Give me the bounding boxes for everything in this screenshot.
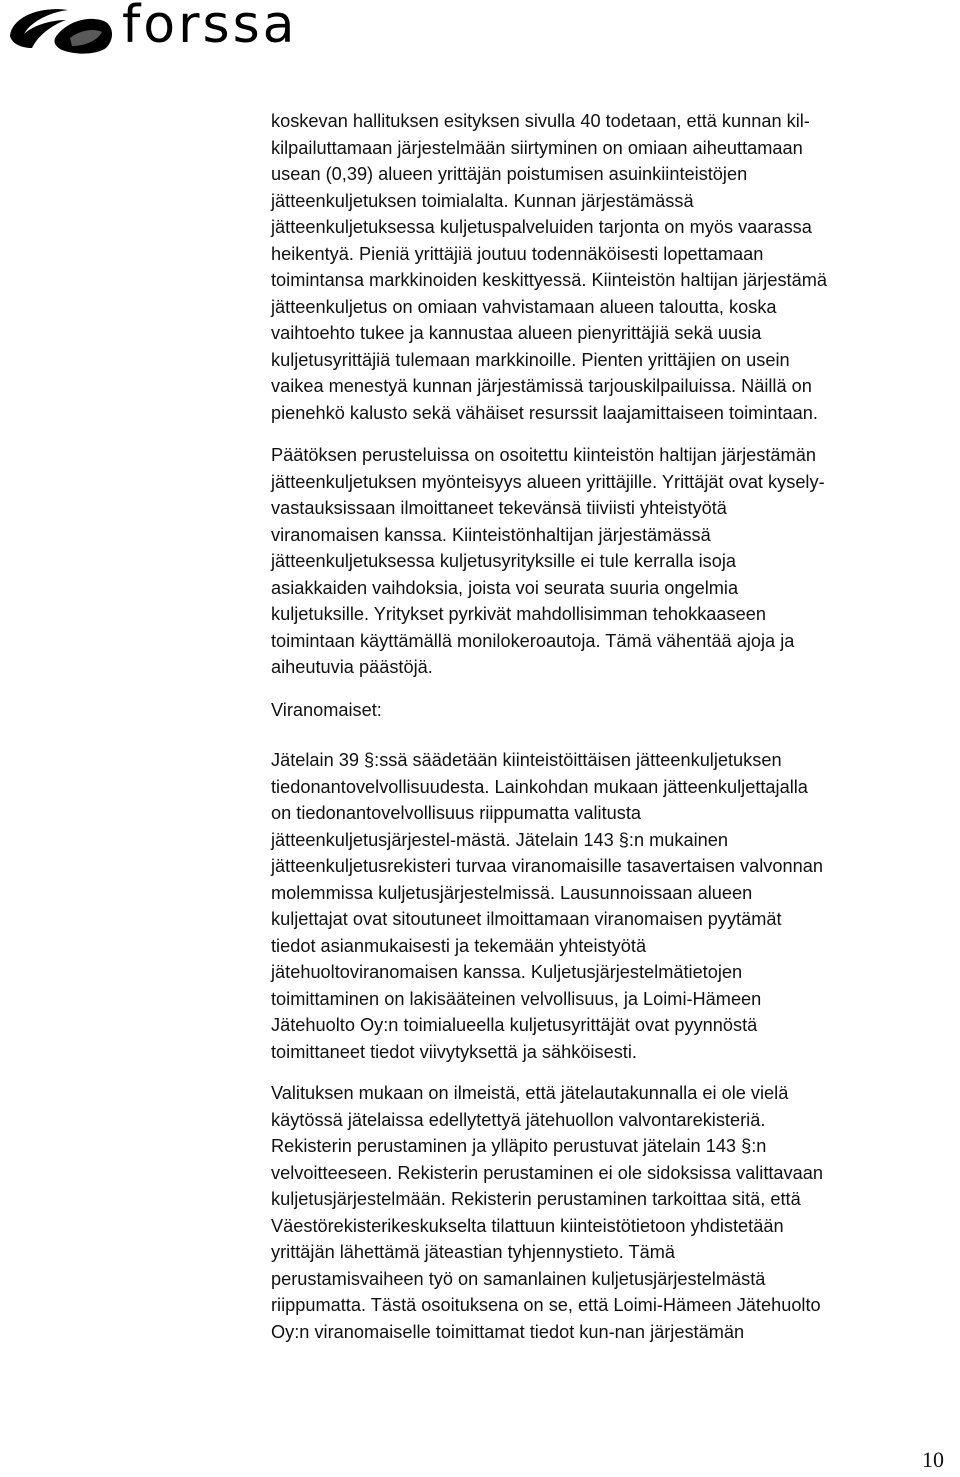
section-heading-authorities: Viranomaiset:	[271, 700, 382, 720]
paragraph-decision-grounds: Päätöksen perusteluissa on osoitettu kiinteistön haltijan järjestämän jätteenkuljetuksen myönteisyys alueen yrittäjille. Yrittäjät ovat kysely- vastauksissaan ilmoittaneet tekevänsä tiiviisti yhteistyötä viranomaisen kanssa. Kiinteistönhaltijan järjestämässä jätteenkuljetuksessa kuljetusyrityksille ei tule kerralla isoja asiakkaiden vaihdoksia, joista voi seurata suuria ongelmia kuljetuksille. Yritykset pyrkivät mahdollisimman tehokkaaseen toimintaan käyttämällä monilokeroautoja. Tämä vähentää ajoja ja aiheutuvia päästöjä.	[271, 445, 825, 677]
paragraph-waste-act: Jätelain 39 §:ssä säädetään kiinteistöittäisen jätteenkuljetuksen tiedonantovelvollisuudesta. Lainkohdan mukaan jätteenkuljettajalla on tiedonantovelvollisuus riippumatta valitusta jätteenkuljetusjärjestel-mästä. Jätelain 143 §:n mukainen jätteenkuljetusrekisteri turvaa viranomaisille tasavertaisen valvonnan molemmissa kuljetusjärjestelmissä. Lausunnoissaan alueen kuljettajat ovat sitoutuneet ilmoittamaan viranomaisen pyytämät tiedot asianmukaisesti ja tekemään yhteistyötä jätehuoltoviranomaisen kanssa. Kuljetusjärjestelmätietojen toimittaminen on lakisääteinen velvollisuus, ja Loimi-Hämeen Jätehuolto Oy:n toimialueella kuljetusyrittäjät ovat pyynnöstä toimittaneet tiedot viivytyksettä ja sähköisesti.	[271, 750, 823, 1062]
forssa-swirl-logo-icon	[2, 4, 120, 56]
forssa-logo	[2, 0, 298, 62]
paragraph-competition: koskevan hallituksen esityksen sivulla 40 todetaan, että kunnan kil- kilpailuttamaan järjestelmään siirtyminen on omiaan aiheuttamaan usean (0,39) alueen yrittäjän poistumisen asuinkiinteistöjen jätteenkuljetuksen toimialalta. Kunnan järjestämässä jätteenkuljetuksessa kuljetuspalveluiden tarjonta on myös vaarassa heikentyä. Pieniä yrittäjiä joutuu todennäköisesti lopettamaan toimintansa markkinoiden keskittyessä. Kiinteistön haltijan järjestämä jätteenkuljetus on omiaan vahvistamaan alueen taloutta, koska vaihtoehto tukee ja kannustaa alueen pienyrittäjiä sekä uusia kuljetusyrittäjiä tulemaan markkinoille. Pienten yrittäjien on usein vaikea menestyä kunnan järjestämissä tarjouskilpailuissa. Näillä on pienehkö kalusto sekä vähäiset resurssit laajamittaiseen toimintaan.	[271, 111, 827, 423]
page-number: 10	[922, 1447, 944, 1472]
logo-wordmark: forssa	[122, 0, 298, 55]
paragraph-register: Valituksen mukaan on ilmeistä, että jätelautakunnalla ei ole vielä käytössä jätelaissa edellytettyä jätehuollon valvontarekisteriä. Rekisterin perustaminen ja ylläpito perustuvat jätelain 143 §:n velvoitteeseen. Rekisterin perustaminen ei ole sidoksissa valittavaan kuljetusjärjestelmään. Rekisterin perustaminen tarkoittaa sitä, että Väestörekisterikeskukselta tilattuun kiinteistötietoon yhdistetään yrittäjän lähettämä jäteastian tyhjennystieto. Tämä perustamisvaiheen työ on samanlainen kuljetusjärjestelmästä riippumatta. Tästä osoituksena on se, että Loimi-Hämeen Jätehuolto Oy:n viranomaiselle toimittamat tiedot kun-nan järjestämän	[271, 1083, 823, 1342]
